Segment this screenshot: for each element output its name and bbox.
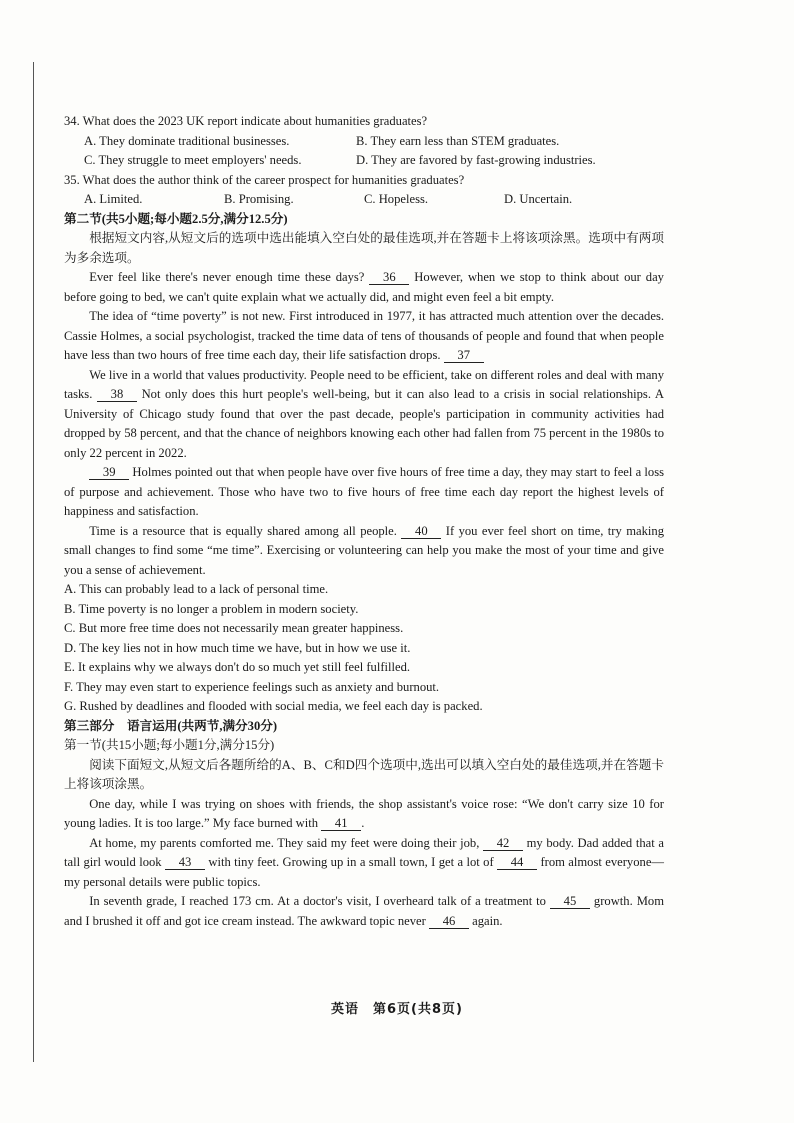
cloze-paragraph-2	[64, 834, 664, 893]
question-35-options	[64, 190, 664, 210]
section-2-heading: 第二节(共5小题;每小题2.5分,满分12.5分)	[64, 211, 288, 226]
question-34-option-a: A. They dominate traditional businesses.	[84, 133, 290, 148]
blank-36: 36	[369, 270, 409, 285]
blank-43: 43	[165, 855, 205, 870]
section-2-option-a: A. This can probably lead to a lack of personal time.	[64, 582, 329, 596]
question-35-option-d: D. Uncertain.	[504, 192, 573, 206]
passage-p5-text-a: Time is a resource that is equally shared among all people.	[89, 523, 397, 538]
passage-paragraph-2	[64, 307, 664, 366]
passage-paragraph-1	[64, 268, 664, 307]
cloze-p3-text-b: growth. Mom and I brushed it off and got ice cream instead. The awkward topic never	[64, 894, 665, 928]
blank-38: 38	[97, 387, 137, 402]
question-34-option-d: D. They are favored by fast-growing industries.	[356, 153, 596, 167]
cloze-p1-text-a: One day, while I was trying on shoes with friends, the shop assistant's voice rose: “We don't carry size 10 for young ladies. It is too large.” My face burned with	[64, 796, 664, 830]
cloze-paragraph-3	[64, 892, 664, 931]
passage-paragraph-5	[64, 522, 664, 581]
cloze-p3-text-c: again.	[472, 913, 503, 928]
question-34-option-c: C. They struggle to meet employers' needs.	[84, 153, 302, 167]
blank-44: 44	[497, 855, 537, 870]
blank-42: 42	[483, 836, 523, 851]
blank-45: 45	[550, 894, 590, 909]
cloze-p3-text-a: In seventh grade, I reached 173 cm. At a doctor's visit, I overheard talk of a treatment to	[89, 894, 546, 908]
question-34-stem: 34. What does the 2023 UK report indicate about humanities graduates?	[64, 114, 428, 128]
part-3-sub-heading: 第一节(共15小题;每小题1分,满分15分)	[64, 738, 275, 752]
section-2-option-g: G. Rushed by deadlines and flooded with social media, we feel each day is packed.	[64, 699, 483, 713]
blank-40: 40	[401, 524, 441, 539]
section-2-option-c: C. But more free time does not necessarily mean greater happiness.	[64, 621, 404, 635]
question-35-stem: 35. What does the author think of the career prospect for humanities graduates?	[64, 172, 465, 187]
passage-p1-text-a: Ever feel like there's never enough time these days?	[89, 270, 365, 284]
question-35-option-b: B. Promising.	[224, 192, 294, 206]
passage-p4-text-b: Holmes pointed out that when people have over five hours of free time a day, they may start to feel a loss of purpose and achievement. Those who have two to five hours of free time each day report the highest levels of happiness and satisfaction.	[64, 465, 664, 518]
blank-46: 46	[429, 914, 469, 929]
cloze-p1-text-b: .	[361, 816, 365, 830]
passage-paragraph-3	[64, 366, 664, 464]
cloze-p2-text-d: from almost everyone—my personal details were public topics.	[64, 855, 665, 889]
section-2-option-b: B. Time poverty is no longer a problem in modern society.	[64, 601, 359, 616]
page-footer: 英语 第6页(共8页)	[331, 1002, 463, 1017]
question-35-option-a: A. Limited.	[84, 192, 143, 206]
blank-39: 39	[89, 465, 129, 480]
question-35-option-c: C. Hopeless.	[364, 192, 429, 206]
part-3-instruction: 阅读下面短文,从短文后各题所给的A、B、C和D四个选项中,选出可以填入空白处的最佳选项,并在答题卡上将该项涂黑。	[64, 757, 664, 791]
cloze-p2-text-b: my body. Dad added that a tall girl would look	[64, 835, 664, 869]
question-34-option-b: B. They earn less than STEM graduates.	[356, 133, 560, 148]
passage-p3-text-b: Not only does this hurt people's well-being, but it can also lead to a crisis in social relationships. A University of Chicago study found that over the past decade, people's participation in community activities had dropped by 58 percent, and that the chance of neighbors knowing each other had fallen from 75 percent in the 1980s to only 22 percent in 2022.	[64, 387, 664, 460]
cloze-p2-text-a: At home, my parents comforted me. They said my feet were doing their job,	[89, 835, 480, 850]
section-2-instruction: 根据短文内容,从短文后的选项中选出能填入空白处的最佳选项,并在答题卡上将该项涂黑。选项中有两项为多余选项。	[64, 231, 664, 265]
exam-page	[64, 112, 664, 931]
passage-p5-text-b: If you ever feel short on time, try making small changes to find some “me time”. Exercising or volunteering can help you make the most of your time and give you a sense of achievement.	[64, 523, 664, 577]
passage-p2-text-a: The idea of “time poverty” is not new. First introduced in 1977, it has attracted much attention over the decades. Cassie Holmes, a social psychologist, tracked the time data of tens of thousands of people and found that when people have less than two hours of free time each day, their life satisfaction drops.	[64, 309, 664, 362]
question-34-options-row2	[64, 151, 664, 171]
cloze-paragraph-1	[64, 795, 664, 834]
section-2-option-e: E. It explains why we always don't do so much yet still feel fulfilled.	[64, 660, 411, 674]
question-34-options-row1	[64, 132, 664, 152]
cloze-p2-text-c: with tiny feet. Growing up in a small town, I get a lot of	[208, 855, 494, 869]
passage-paragraph-4	[64, 463, 664, 522]
section-2-option-f: F. They may even start to experience feelings such as anxiety and burnout.	[64, 679, 440, 694]
part-3-heading: 第三部分 语言运用(共两节,满分30分)	[64, 718, 278, 733]
blank-37: 37	[444, 348, 484, 363]
section-2-option-d: D. The key lies not in how much time we have, but in how we use it.	[64, 640, 411, 655]
passage-p1-text-b: However, when we stop to think about our day before going to bed, we can't quite explain what we actually did, and might even feel a bit empty.	[64, 270, 664, 304]
binding-margin-line	[33, 62, 34, 1062]
passage-p3-text-a: We live in a world that values productivity. People need to be efficient, take on different roles and deal with many tasks.	[64, 367, 664, 401]
blank-41: 41	[321, 816, 361, 831]
